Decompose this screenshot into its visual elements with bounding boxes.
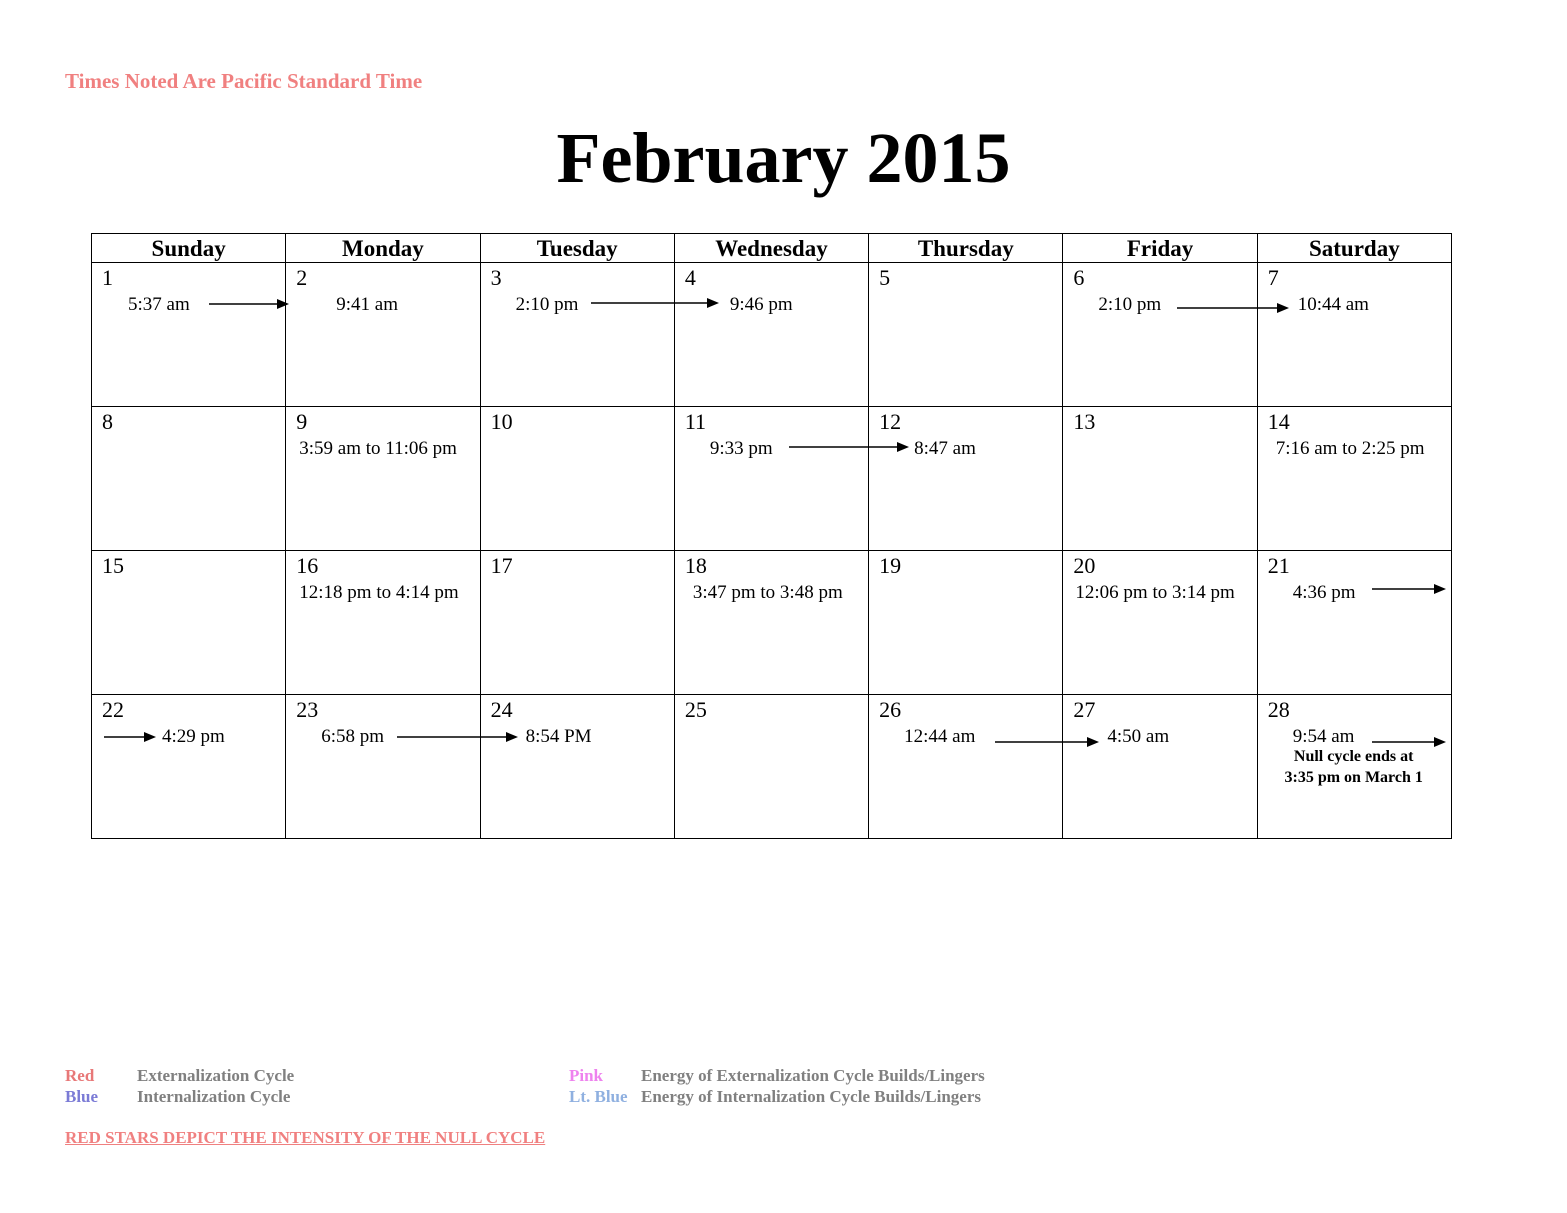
event-time: 4:50 am [1107, 726, 1170, 747]
null-cycle-note-line1: Null cycle ends at [1293, 748, 1414, 765]
day-number: 6 [1073, 265, 1085, 290]
day-number: 8 [102, 409, 113, 434]
day-cell [286, 407, 480, 551]
day-number: 23 [296, 697, 319, 722]
arrow-right-icon [209, 299, 289, 309]
red-stars-note: RED STARS DEPICT THE INTENSITY OF THE NULL CYCLE [65, 1128, 546, 1147]
day-cell [1257, 263, 1451, 407]
day-number: 26 [879, 697, 902, 722]
day-number: 7 [1267, 265, 1279, 290]
day-cell [92, 407, 286, 551]
day-number: 5 [879, 265, 891, 290]
day-number: 24 [490, 697, 513, 722]
weekday-thursday: Thursday [869, 234, 1063, 263]
weekday-saturday: Saturday [1257, 234, 1451, 263]
event-time: 12:18 pm to 4:14 pm [299, 582, 459, 603]
day-number: 15 [102, 553, 124, 578]
day-cell [92, 695, 286, 839]
legend-desc-pink: Energy of Externalization Cycle Builds/Lingers [641, 1066, 985, 1085]
day-cell [1257, 551, 1451, 695]
day-cell [286, 263, 480, 407]
day-cell [869, 263, 1063, 407]
event-time: 10:44 am [1297, 294, 1369, 315]
week-row [92, 551, 1452, 695]
event-time: 8:47 am [914, 438, 976, 459]
arrow-right-icon [1372, 584, 1446, 594]
event-time: 3:47 pm to 3:48 pm [692, 582, 843, 603]
legend-key-red: Red [65, 1066, 95, 1085]
day-number: 20 [1073, 553, 1096, 578]
day-cell [286, 695, 480, 839]
page-title: February 2015 [556, 118, 1011, 198]
event-time: 9:46 pm [729, 294, 793, 315]
day-cell [1257, 695, 1451, 839]
legend-desc-blue: Internalization Cycle [137, 1087, 291, 1106]
week-row [92, 263, 1452, 407]
day-cell [480, 263, 674, 407]
timezone-note: Times Noted Are Pacific Standard Time [65, 69, 423, 93]
day-number: 10 [490, 409, 513, 434]
arrow-right-icon [104, 732, 156, 742]
day-cell [92, 551, 286, 695]
day-number: 19 [879, 553, 902, 578]
day-number: 11 [684, 409, 707, 434]
legend-desc-lt-blue: Energy of Internalization Cycle Builds/Lingers [641, 1087, 981, 1106]
day-number: 16 [296, 553, 319, 578]
day-number: 3 [490, 265, 502, 290]
day-cell [674, 551, 868, 695]
day-cell [92, 263, 286, 407]
arrow-right-icon [1372, 737, 1446, 747]
day-cell [674, 407, 868, 551]
weekday-header-row [92, 234, 1452, 263]
legend-key-blue: Blue [65, 1087, 99, 1106]
event-time: 2:10 pm [1098, 294, 1162, 315]
event-time: 5:37 am [128, 294, 190, 315]
event-time: 9:54 am [1292, 726, 1355, 747]
day-number: 2 [296, 265, 308, 290]
weekday-wednesday: Wednesday [674, 234, 868, 263]
day-number: 4 [684, 265, 696, 290]
day-number: 13 [1073, 409, 1096, 434]
event-time: 4:36 pm [1292, 582, 1356, 603]
day-cell [869, 551, 1063, 695]
event-time: 12:06 pm to 3:14 pm [1075, 582, 1235, 603]
event-time: 4:29 pm [162, 726, 225, 747]
day-cell [1063, 407, 1257, 551]
day-cell [480, 695, 674, 839]
week-row [92, 407, 1452, 551]
weekday-monday: Monday [286, 234, 480, 263]
weekday-sunday: Sunday [92, 234, 286, 263]
event-time: 9:41 am [336, 294, 399, 315]
day-cell [480, 407, 674, 551]
calendar-grid [91, 233, 1452, 839]
day-number: 1 [102, 265, 113, 290]
day-number: 25 [684, 697, 707, 722]
event-time: 3:59 am to 11:06 pm [299, 438, 457, 459]
day-cell [674, 695, 868, 839]
day-cell [1257, 407, 1451, 551]
day-cell [1063, 551, 1257, 695]
week-row [92, 695, 1452, 839]
legend-key-lt-blue: Lt. Blue [569, 1087, 628, 1106]
day-number: 22 [102, 697, 124, 722]
event-time: 12:44 am [904, 726, 976, 747]
event-time: 9:33 pm [709, 438, 773, 459]
event-time: 7:16 am to 2:25 pm [1275, 438, 1425, 459]
day-cell [869, 695, 1063, 839]
day-cell [286, 551, 480, 695]
null-cycle-note [1274, 747, 1434, 789]
day-number: 18 [684, 553, 707, 578]
day-cell [869, 407, 1063, 551]
day-cell [480, 551, 674, 695]
weekday-tuesday: Tuesday [480, 234, 674, 263]
weekday-friday: Friday [1063, 234, 1257, 263]
event-time: 2:10 pm [515, 294, 579, 315]
day-number: 12 [879, 409, 902, 434]
day-number: 27 [1073, 697, 1096, 722]
legend-desc-red: Externalization Cycle [137, 1066, 295, 1085]
day-number: 21 [1267, 553, 1290, 578]
day-number: 9 [296, 409, 308, 434]
legend-key-pink: Pink [569, 1066, 604, 1085]
null-cycle-note-line2: 3:35 pm on March 1 [1284, 768, 1423, 786]
day-cell [1063, 263, 1257, 407]
day-number: 17 [490, 553, 513, 578]
day-cell [674, 263, 868, 407]
event-time: 8:54 PM [525, 726, 592, 747]
day-number: 28 [1267, 697, 1290, 722]
day-cell [1063, 695, 1257, 839]
event-time: 6:58 pm [321, 726, 385, 747]
day-number: 14 [1267, 409, 1290, 434]
